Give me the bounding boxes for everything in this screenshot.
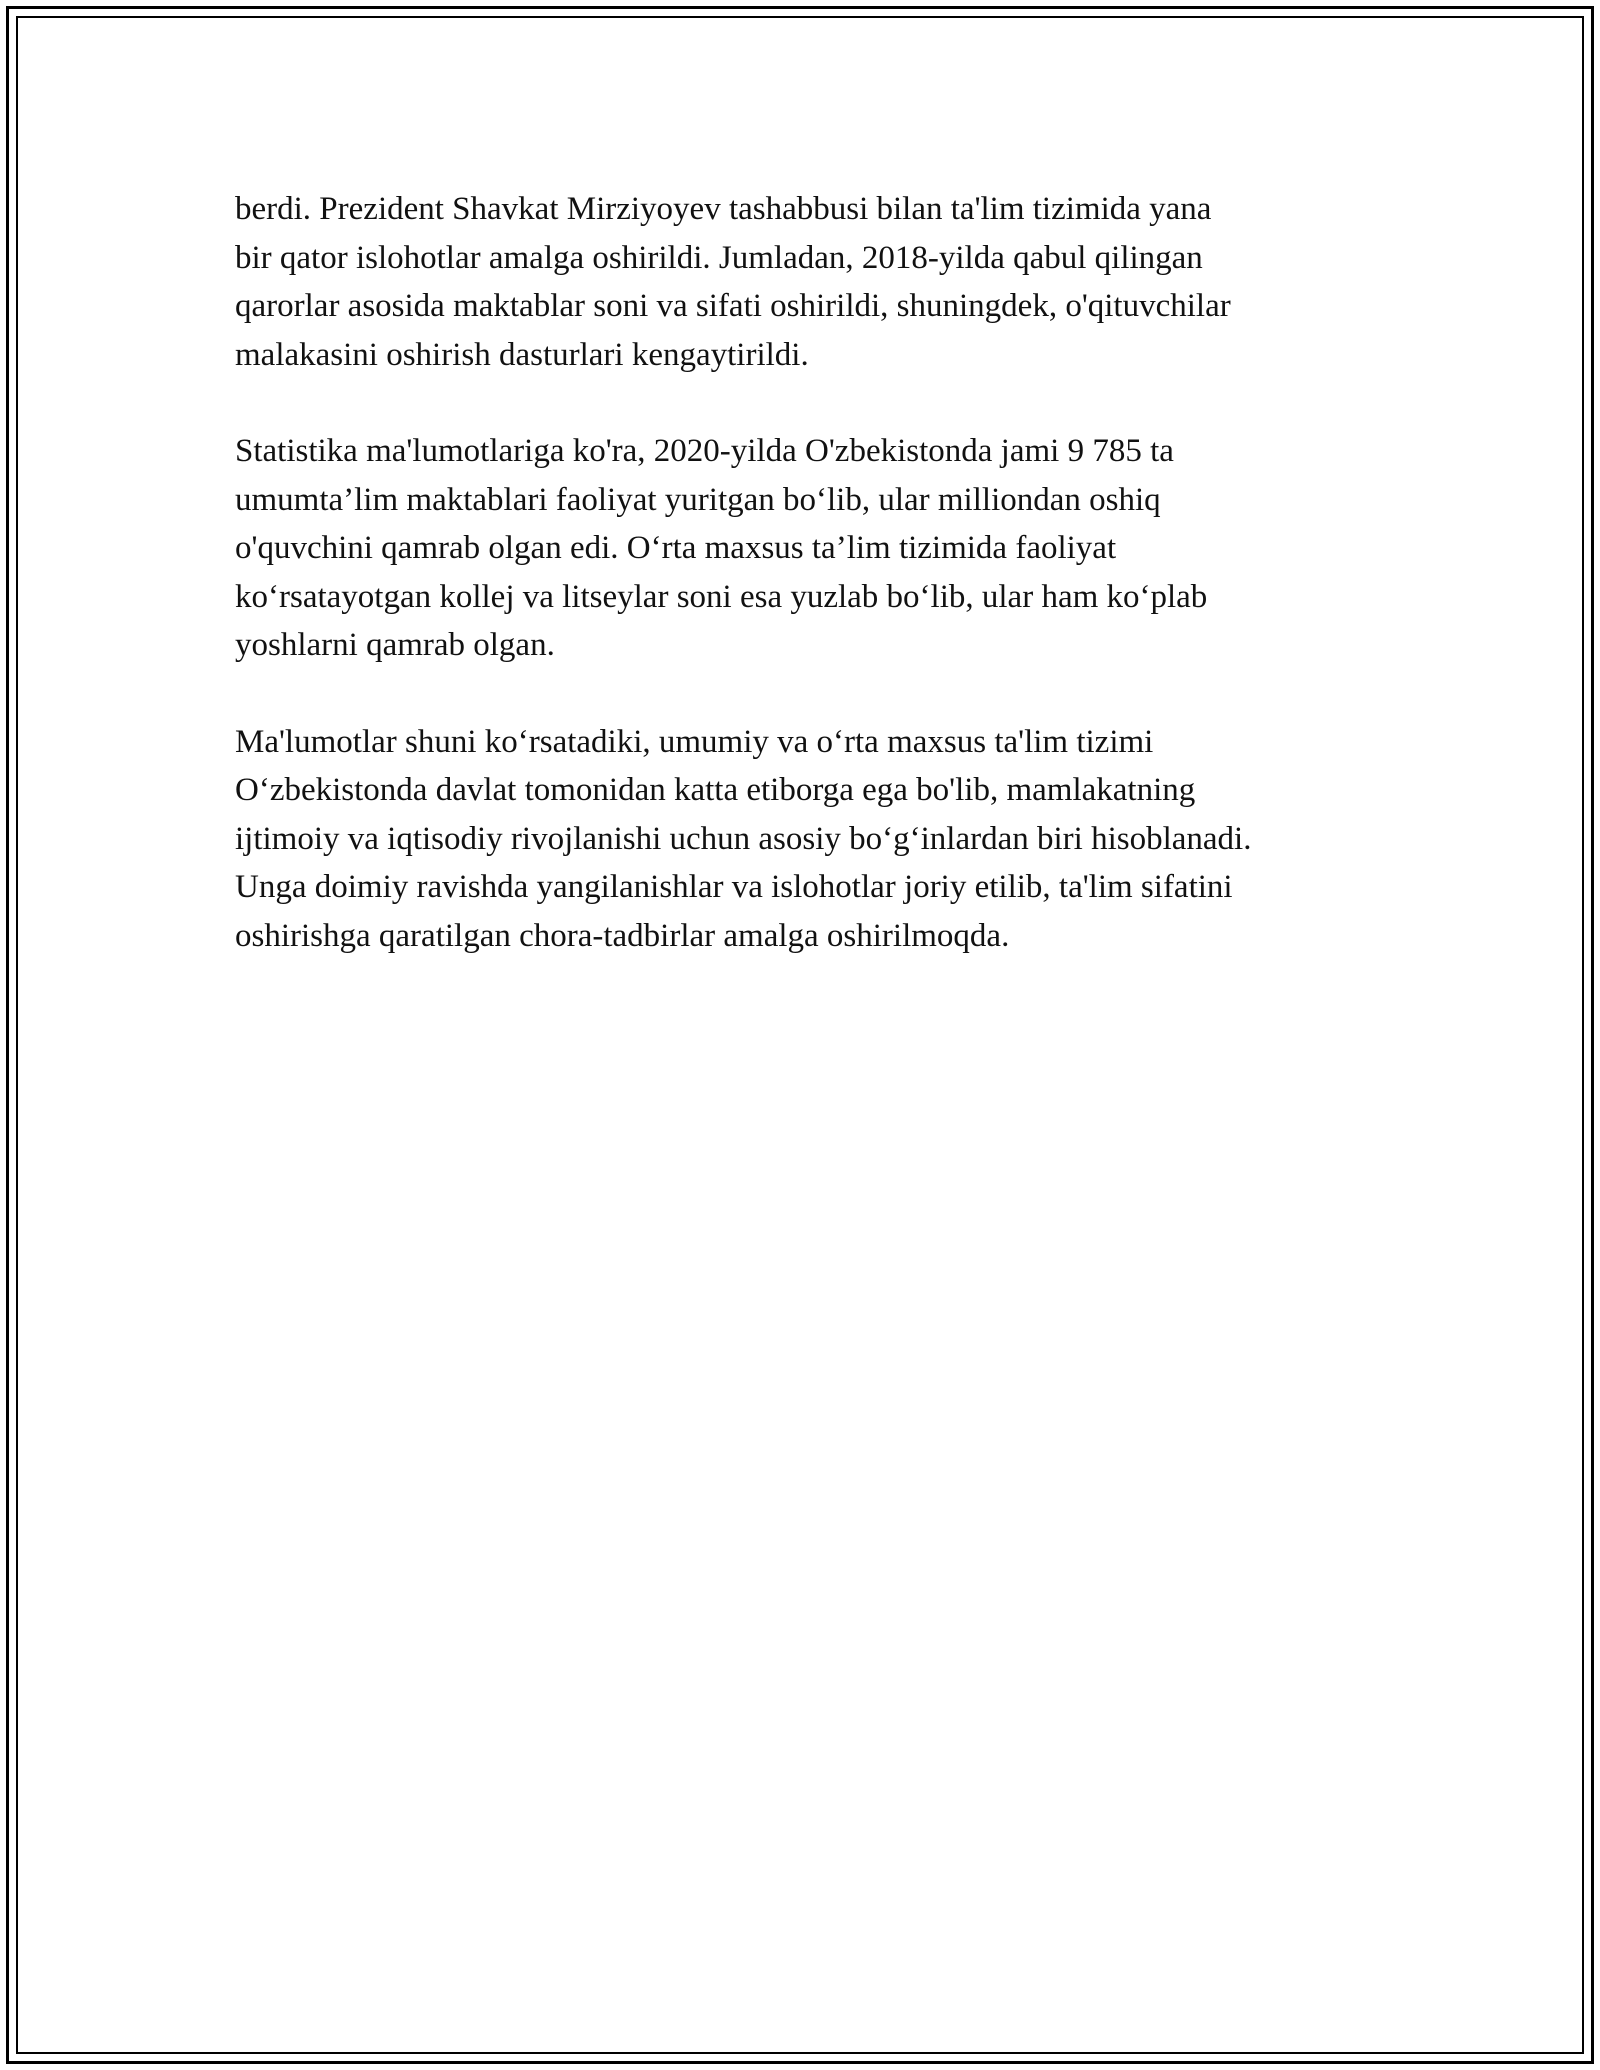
paragraph-conclusion: Ma'lumotlar shuni ko‘rsatadiki, umumiy va o‘rta maxsus ta'lim tizimi O‘zbekistonda davlat tomonidan katta etiborga ega bo'lib, mamlakatning ijtimoiy va iqtisodiy rivojlanishi uchun asosiy bo‘g‘inlardan biri hisoblanadi. Unga doimiy ravishda yangilanishlar va islohotlar joriy etilib, ta'lim sifatini oshirishga qaratilgan chora-tadbirlar amalga oshirilmoqda. (235, 723, 1252, 954)
paragraph-statistics: Statistika ma'lumotlariga ko'ra, 2020-yilda O'zbekistonda jami 9 785 ta umumta’lim maktablari faoliyat yuritgan bo‘lib, ular milliondan oshiq o'quvchini qamrab olgan edi. O‘rta maxsus ta’lim tizimida faoliyat ko‘rsatayotgan kollej va litseylar soni esa yuzlab bo‘lib, ular ham ko‘plab yoshlarni qamrab olgan. (235, 433, 1208, 663)
document-body (235, 185, 1385, 1008)
paragraph-reforms: berdi. Prezident Shavkat Mirziyoyev tashabbusi bilan ta'lim tizimida yana bir qator islohotlar amalga oshirildi. Jumladan, 2018-yilda qabul qilingan qarorlar asosida maktablar soni va sifati oshirildi, shuningdek, o'qituvchilar malakasini oshirish dasturlari kengaytirildi. (235, 191, 1231, 373)
